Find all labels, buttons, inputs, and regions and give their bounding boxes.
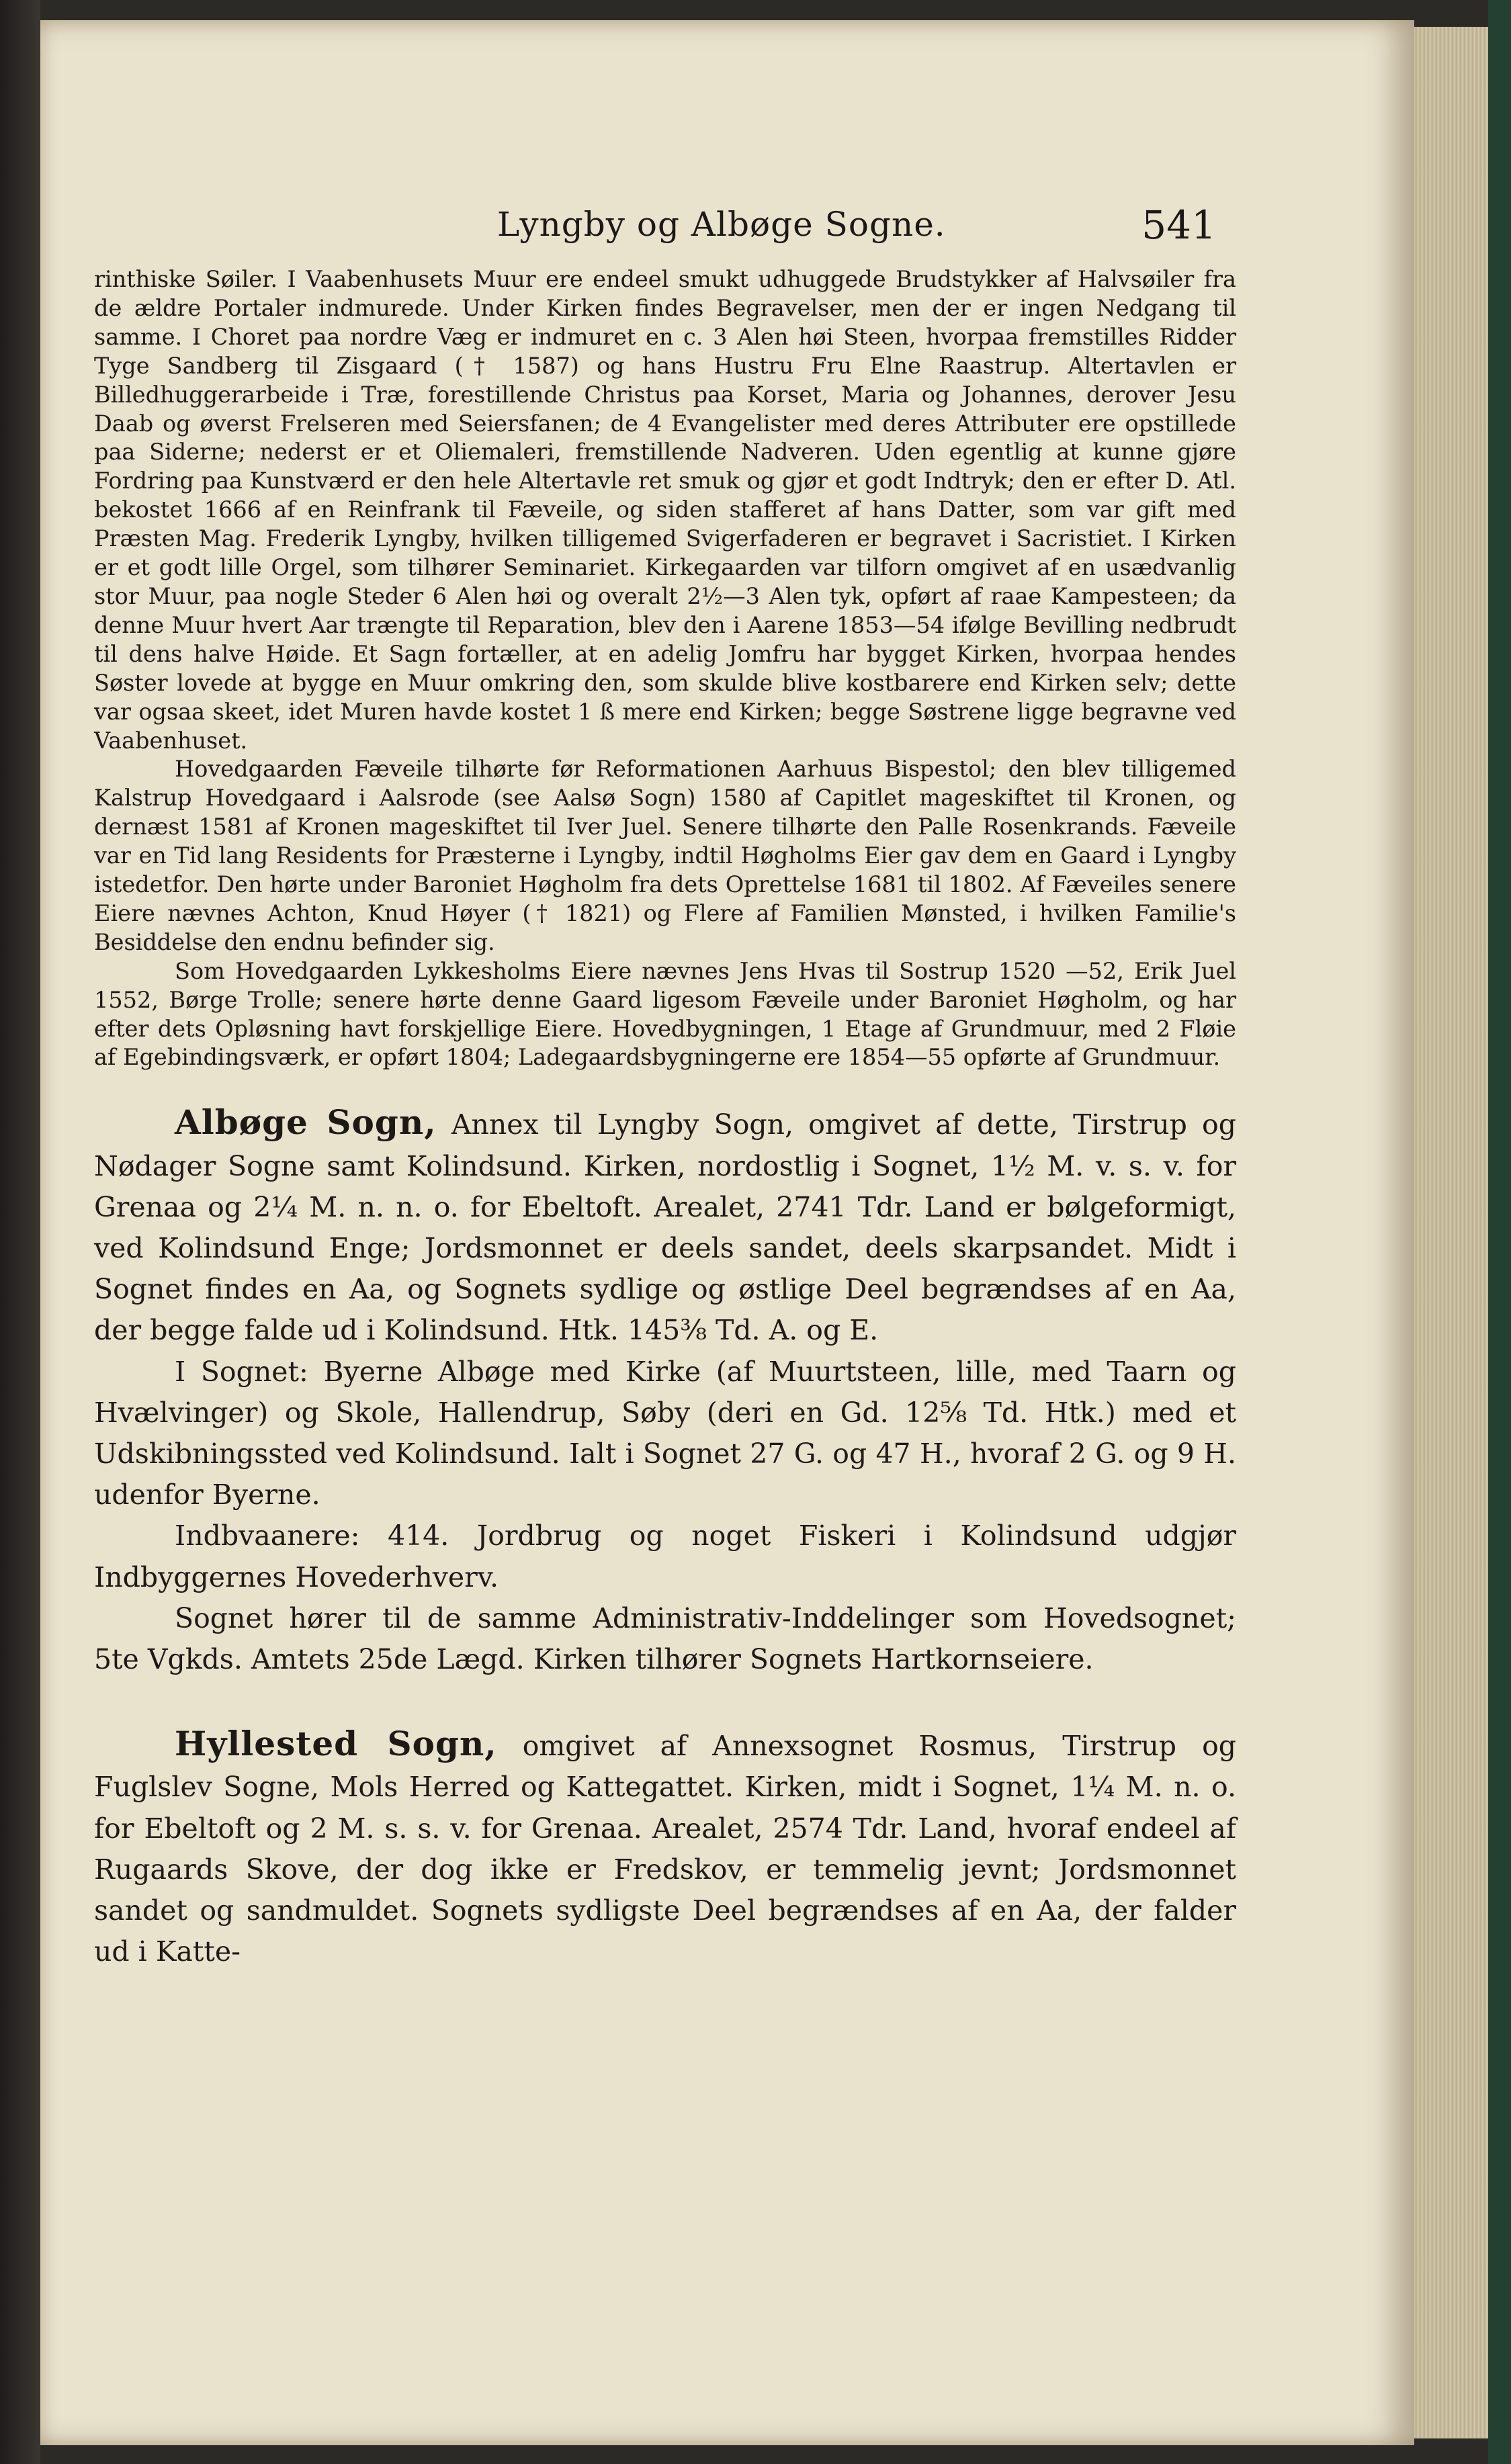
paragraph-faeveile: Hovedgaarden Fæveile tilhørte før Reformationen Aarhuus Bispestol; den blev tilligemed Kalstrup Hovedgaard i Aalsrode (see Aalsø Sogn) 1580 af Capitlet mageskiftet til Kronen, og dernæst 1581 af Kronen mageskiftet til Iver Juel. Senere tilhørte den Palle Rosenkrands. Fæveile var en Tid lang Residents for Præsterne i Lyngby, indtil Høgholms Eier gav dem en Gaard i Lyngby istedetfor. Den hørte under Baroniet Høgholm fra dets Oprettelse 1681 til 1802. Af Fæveiles senere Eiere nævnes Achton, Knud Høyer († 1821) og Flere af Familien Mønsted, i hvilken Familie's Besiddelse den endnu befinder sig. (94, 756, 1236, 955)
paragraph-alboge-villages: I Sognet: Byerne Albøge med Kirke (af Muurtsteen, lille, med Taarn og Hvælvinger) og Skole, Hallendrup, Søby (deri en Gd. 12⅝ Td. Htk.) med et Udskibningssted ved Kolindsund. Ialt i Sognet 27 G. og 47 H., hvoraf 2 G. og 9 H. udenfor Byerne. (94, 1355, 1236, 1511)
paragraph-alboge-administration: Sognet hører til de samme Administrativ-Inddelinger som Hovedsognet; 5te Vgkds. Amtets 25de Lægd. Kirken tilhører Sognets Hartkornseiere. (94, 1601, 1236, 1676)
paragraph-alboge-text: Annex til Lyngby Sogn, omgivet af dette, Tirstrup og Nødager Sogne samt Kolindsund. Kirken, nordostlig i Sognet, 1½ M. v. s. v. for Grenaa og 2¼ M. n. n. o. for Ebeltoft. Arealet, 2741 Tdr. Land er bølgeformigt, ved Kolindsund Enge; Jordsmonnet er deels sandet, deels skarpsandet. Midt i Sognet findes en Aa, og Sognets sydlige og østlige Deel begrændses af en Aa, der begge falde ud i Kolindsund. Htk. 145⅜ Td. A. og E. (94, 1108, 1236, 1347)
section-heading-alboge: Albøge Sogn, (175, 1102, 437, 1143)
page-header (107, 202, 1216, 252)
running-head: Lyngby og Albøge Sogne. (497, 205, 946, 244)
paragraph-hyllested-sogn (94, 1723, 1236, 1972)
paragraph-hyllested-text: omgivet af Annexsognet Rosmus, Tirstrup og Fuglslev Sogne, Mols Herred og Kattegattet. Kirken, midt i Sognet, 1¼ M. n. o. for Ebeltoft og 2 M. s. s. v. for Grenaa. Arealet, 2574 Tdr. Land, hvoraf endeel af Rugaards Skove, der dog ikke er Fredskov, er temmelig jevnt; Jordsmonnet sandet og sandmuldet. Sognets sydligste Deel begrændses af en Aa, der falder ud i Katte- (94, 1730, 1236, 1968)
section-heading-hyllested: Hyllested Sogn, (175, 1724, 497, 1764)
page-edges (1414, 27, 1488, 2438)
paragraph-church-description: rinthiske Søiler. I Vaabenhusets Muur ere endeel smukt udhuggede Brudstykker af Halvsøiler fra de ældre Portaler indmurede. Under Kirken findes Begravelser, men der er ingen Nedgang til samme. I Choret paa nordre Væg er indmuret en c. 3 Alen høi Steen, hvorpaa fremstilles Ridder Tyge Sandberg til Zisgaard († 1587) og hans Hustru Fru Elne Raastrup. Altertavlen er Billedhuggerarbeide i Træ, forestillende Christus paa Korset, Maria og Johannes, derover Jesu Daab og øverst Frelseren med Seiersfanen; de 4 Evangelister med deres Attributer ere opstillede paa Siderne; nederst er et Oliemaleri, fremstillende Nadveren. Uden egentlig at kunne gjøre Fordring paa Kunstværd er den hele Altertavle ret smuk og gjør et godt Indtryk; den er efter D. Atl. bekostet 1666 af en Reinfrank til Fæveile, og siden stafferet af hans Datter, som var gift med Præsten Mag. Frederik Lyngby, hvilken tilligemed Svigerfaderen er begravet i Sacristiet. I Kirken er et godt lille Orgel, som tilhører Seminariet. Kirkegaarden var tilforn omgivet af en usædvanlig stor Muur, paa nogle Steder 6 Alen høi og overalt 2½—3 Alen tyk, opført af raae Kampesteen; da denne Muur hvert Aar trængte til Reparation, blev den i Aarene 1853—54 ifølge Bevilling nedbrudt til dens halve Høide. Et Sagn fortæller, at en adelig Jomfru har bygget Kirken, hvorpaa hendes Søster lovede at bygge en Muur omkring den, som skulde blive kostbarere end Kirken selv; dette var ogsaa skeet, idet Muren havde kostet 1 ß mere end Kirken; begge Søstrene ligge begravne ved Vaabenhuset. (94, 266, 1236, 754)
book-cover-edge (1488, 0, 1511, 2464)
body-text (94, 265, 1236, 1972)
paragraph-alboge-sogn (94, 1102, 1236, 1351)
paragraph-lykkesholm: Som Hovedgaarden Lykkesholms Eiere nævnes Jens Hvas til Sostrup 1520 —52, Erik Juel 1552, Børge Trolle; senere hørte denne Gaard ligesom Fæveile under Baroniet Høgholm, og har efter dets Opløsning havt forskjellige Eiere. Hovedbygningen, 1 Etage af Grundmuur, med 2 Fløie af Egebindingsværk, er opført 1804; Ladegaardsbygningerne ere 1854—55 opførte af Grundmuur. (94, 957, 1236, 1071)
page-number: 541 (1141, 202, 1216, 248)
paragraph-alboge-population: Indbvaanere: 414. Jordbrug og noget Fiskeri i Kolindsund udgjør Indbyggernes Hovederhverv. (94, 1520, 1236, 1593)
book-binding-left (0, 0, 40, 2464)
